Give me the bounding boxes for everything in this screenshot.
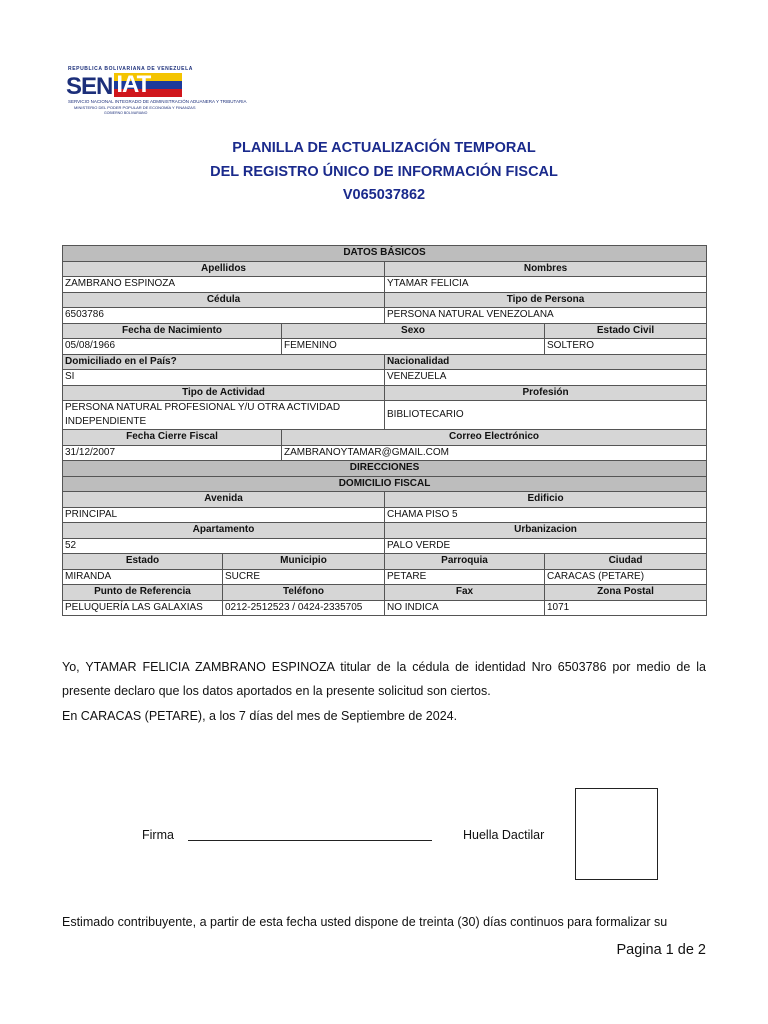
- logo-subtitle-1: SERVICIO NACIONAL INTEGRADO DE ADMINISTRACIÓN ADUANERA Y TRIBUTARIA: [68, 99, 247, 104]
- zona-postal-label: Zona Postal: [545, 585, 707, 601]
- estado-civil-label: Estado Civil: [545, 323, 707, 339]
- nacionalidad-value: VENEZUELA: [385, 370, 707, 386]
- logo-subtitle-3: GOBIERNO BOLIVARIANO: [104, 111, 148, 115]
- telefono-label: Teléfono: [223, 585, 385, 601]
- domiciliado-label: Domiciliado en el País?: [63, 354, 385, 370]
- urbanizacion-value: PALO VERDE: [385, 538, 707, 554]
- parroquia-value: PETARE: [385, 569, 545, 585]
- logo-word-right: IAT: [116, 71, 151, 98]
- avenida-value: PRINCIPAL: [63, 507, 385, 523]
- ciudad-label: Ciudad: [545, 554, 707, 570]
- nacionalidad-label: Nacionalidad: [385, 354, 707, 370]
- apartamento-label: Apartamento: [63, 523, 385, 539]
- title-line-2: DEL REGISTRO ÚNICO DE INFORMACIÓN FISCAL: [210, 163, 558, 180]
- punto-referencia-label: Punto de Referencia: [63, 585, 223, 601]
- tipo-actividad-label: Tipo de Actividad: [63, 385, 385, 401]
- domiciliado-value: SI: [63, 370, 385, 386]
- profesion-value: BIBLIOTECARIO: [385, 401, 707, 430]
- tipo-persona-value: PERSONA NATURAL VENEZOLANA: [385, 308, 707, 324]
- rif-number: V065037862: [342, 187, 426, 203]
- estado-label: Estado: [63, 554, 223, 570]
- edificio-value: CHAMA PISO 5: [385, 507, 707, 523]
- correo-value: ZAMBRANOYTAMAR@GMAIL.COM: [282, 445, 707, 461]
- fecha-nacimiento-label: Fecha de Nacimiento: [63, 323, 282, 339]
- fecha-cierre-label: Fecha Cierre Fiscal: [63, 430, 282, 446]
- municipio-label: Municipio: [223, 554, 385, 570]
- fax-label: Fax: [385, 585, 545, 601]
- apellidos-value: ZAMBRANO ESPINOZA: [63, 277, 385, 293]
- title-line-1: PLANILLA DE ACTUALIZACIÓN TEMPORAL: [232, 140, 536, 156]
- profesion-label: Profesión: [385, 385, 707, 401]
- seniat-logo: [66, 66, 247, 116]
- firma-line: [188, 840, 432, 841]
- apartamento-value: 52: [63, 538, 385, 554]
- punto-referencia-value: PELUQUERÍA LAS GALAXIAS: [63, 600, 223, 616]
- nombres-label: Nombres: [385, 261, 707, 277]
- firma-label: Firma: [142, 828, 174, 842]
- huella-dactilar-box: [575, 788, 658, 880]
- telefono-value: 0212-2512523 / 0424-2335705: [223, 600, 385, 616]
- direcciones-heading: DIRECCIONES: [63, 461, 707, 477]
- document-title: [0, 137, 768, 208]
- sexo-label: Sexo: [282, 323, 545, 339]
- rif-form-table: [62, 245, 707, 616]
- tipo-actividad-value: PERSONA NATURAL PROFESIONAL Y/U OTRA ACTIVIDAD INDEPENDIENTE: [63, 401, 385, 430]
- logo-word-left: SEN: [66, 73, 113, 100]
- estado-value: MIRANDA: [63, 569, 223, 585]
- municipio-value: SUCRE: [223, 569, 385, 585]
- cedula-label: Cédula: [63, 292, 385, 308]
- zona-postal-value: 1071: [545, 600, 707, 616]
- logo-flag: [114, 73, 182, 97]
- ciudad-value: CARACAS (PETARE): [545, 569, 707, 585]
- parroquia-label: Parroquia: [385, 554, 545, 570]
- aviso-contribuyente: Estimado contribuyente, a partir de esta fecha usted dispone de treinta (30) días continuos para formalizar su: [62, 915, 668, 929]
- logo-wordmark: [66, 73, 182, 101]
- declaracion-parrafo: Yo, YTAMAR FELICIA ZAMBRANO ESPINOZA titular de la cédula de identidad Nro 6503786 por medio de la presente declaro que los datos aportados en la presente solicitud son ciertos.: [62, 660, 706, 698]
- correo-label: Correo Electrónico: [282, 430, 707, 446]
- fecha-nacimiento-value: 05/08/1966: [63, 339, 282, 355]
- cedula-value: 6503786: [63, 308, 385, 324]
- domicilio-fiscal-heading: DOMICILIO FISCAL: [63, 476, 707, 492]
- sexo-value: FEMENINO: [282, 339, 545, 355]
- avenida-label: Avenida: [63, 492, 385, 508]
- declaracion-lugar-fecha: En CARACAS (PETARE), a los 7 días del mes de Septiembre de 2024.: [62, 709, 458, 723]
- logo-republic-text: REPUBLICA BOLIVARIANA DE VENEZUELA: [68, 66, 193, 72]
- nombres-value: YTAMAR FELICIA: [385, 277, 707, 293]
- estado-civil-value: SOLTERO: [545, 339, 707, 355]
- fax-value: NO INDICA: [385, 600, 545, 616]
- huella-label: Huella Dactilar: [463, 828, 545, 842]
- logo-subtitle-2: MINISTERIO DEL PODER POPULAR DE ECONOMÍA Y FINANZAS: [74, 105, 196, 110]
- fecha-cierre-value: 31/12/2007: [63, 445, 282, 461]
- apellidos-label: Apellidos: [63, 261, 385, 277]
- page-number: Pagina 1 de 2: [616, 942, 706, 958]
- tipo-persona-label: Tipo de Persona: [385, 292, 707, 308]
- datos-basicos-heading: DATOS BÁSICOS: [63, 246, 707, 262]
- edificio-label: Edificio: [385, 492, 707, 508]
- urbanizacion-label: Urbanizacion: [385, 523, 707, 539]
